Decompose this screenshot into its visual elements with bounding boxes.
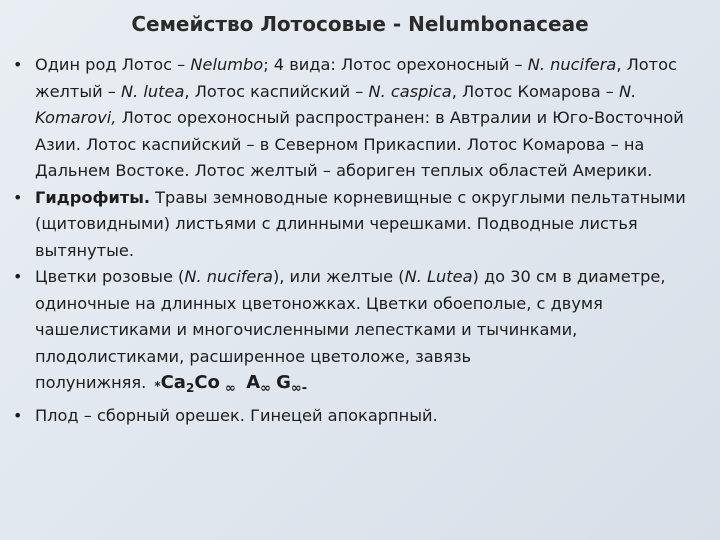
genus-name: Nelumbo: [190, 55, 264, 74]
flower-formula: [146, 372, 308, 396]
text-segment: ; 4 вида: Лотос орехоносный –: [263, 55, 528, 74]
bullet-icon: •: [13, 405, 23, 425]
text-segment: Один род Лотос –: [35, 55, 191, 74]
list-item: [12, 185, 712, 265]
formula-corolla: Co: [194, 372, 220, 393]
list-item: [12, 403, 712, 430]
formula-androecium: A: [246, 372, 261, 393]
formula-gynoecium-count: ∞-: [290, 381, 308, 396]
actinomorphic-star: *: [154, 379, 161, 393]
species-name: N. nucifera: [527, 55, 617, 74]
term-bold: Гидрофиты.: [35, 187, 151, 207]
item-text: [35, 55, 684, 180]
text-segment: Плод – сборный орешек. Гинецей апокарпный.: [35, 405, 438, 425]
bullet-icon: •: [13, 267, 23, 286]
species-name: N. Komarovi,: [35, 81, 637, 127]
bullet-list: [12, 52, 712, 429]
text-segment: ) до 30 см в диаметре, одиночные на длинных цветоножках. Цветки обоеполые, с двумя чашелистиками и многочисленными лепестками и тычинками, плодолистиками, расширенное цветоложе, завязь полунижняя.: [35, 267, 666, 392]
formula-calyx-count: 2: [185, 381, 195, 395]
bullet-icon: •: [13, 187, 23, 207]
formula-gynoecium: G: [276, 372, 291, 393]
formula-androecium-count: ∞: [260, 381, 271, 396]
list-item: [12, 264, 712, 403]
item-text: [35, 406, 438, 425]
slide-title: Семейство Лотосовые - Nelumbonaceae: [131, 12, 589, 36]
list-item: [12, 52, 712, 185]
text-segment: , Лотос Комарова –: [451, 81, 620, 101]
species-name: N. caspica: [368, 81, 452, 101]
formula-corolla-count: ∞: [225, 381, 236, 396]
species-name: N. nucifera: [184, 267, 273, 286]
species-name: N. Lutea: [404, 267, 473, 286]
species-name: N. lutea: [121, 81, 185, 101]
text-segment: , Лотос желтый –: [35, 55, 677, 101]
item-text: [35, 188, 686, 260]
text-segment: Травы земноводные корневищные с округлыми пельтатными (щитовидными) листьями с длинными черешками. Подводные листья вытянутые.: [35, 187, 686, 260]
formula-calyx: Ca: [160, 372, 186, 393]
bullet-icon: •: [13, 55, 23, 74]
item-text: [35, 267, 666, 396]
text-segment: , Лотос каспийский –: [184, 81, 369, 101]
text-segment: Цветки розовые (: [35, 267, 185, 286]
text-segment: Лотос орехоносный распространен: в Автралии и Юго-Восточной Азии. Лотос каспийский – в Северном Прикаспии. Лотос Комарова – на Дальнем Востоке. Лотос желтый – абориген теплых областей Америки.: [35, 108, 684, 180]
text-segment: ), или желтые (: [272, 267, 405, 286]
